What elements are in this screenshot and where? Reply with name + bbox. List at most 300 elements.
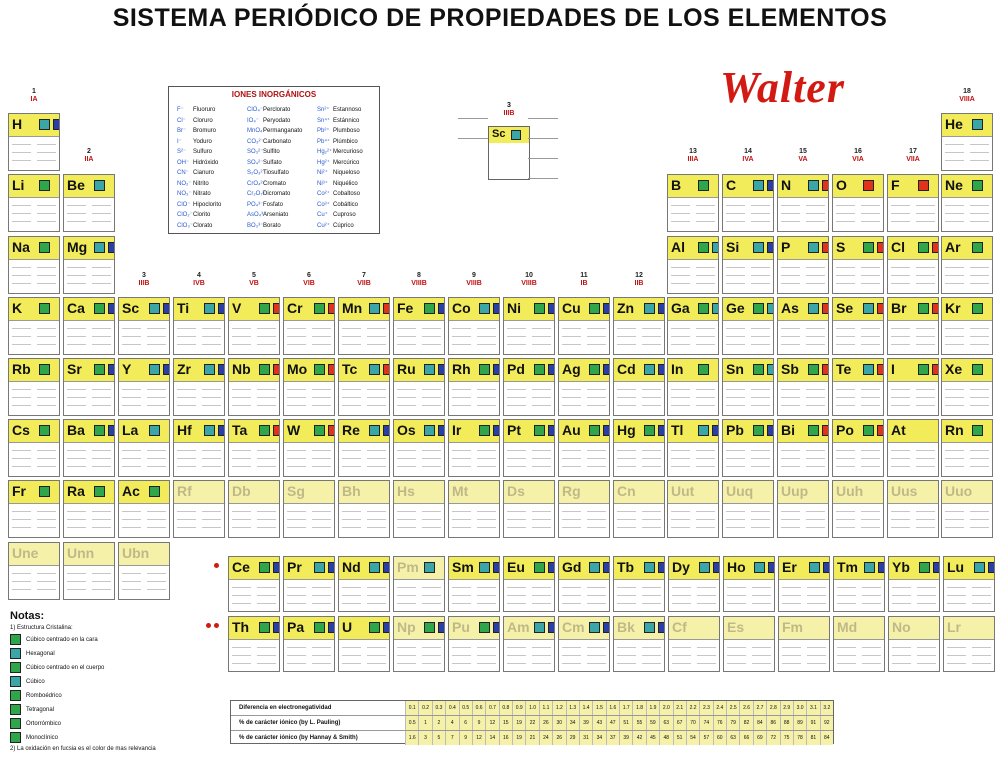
element-symbol: Ge <box>726 300 745 316</box>
property-icon <box>493 364 500 375</box>
crystal-structure-icon <box>699 562 710 573</box>
note-item <box>10 690 210 701</box>
group-roman: IIIA <box>687 156 699 163</box>
ion-formula: I⁻ <box>177 138 182 145</box>
group-header <box>947 88 987 104</box>
element-cell <box>118 480 170 538</box>
crystal-structure-icon <box>974 562 985 573</box>
property-icon <box>328 622 335 633</box>
ion-formula: NO₃⁻ <box>177 191 192 197</box>
element-cell <box>448 419 500 477</box>
crystal-structure-icon <box>534 425 545 436</box>
element-symbol: Lr <box>947 619 961 635</box>
crystal-structure-icon <box>10 732 21 743</box>
element-symbol: In <box>671 361 684 377</box>
ion-entry <box>247 221 302 232</box>
table-cell: 0.4 <box>445 701 458 715</box>
table-cell: 37 <box>606 731 619 745</box>
property-icon <box>822 303 829 314</box>
crystal-structure-icon <box>149 303 160 314</box>
note-text: Cúbico centrado en la cara <box>26 636 98 643</box>
property-icon <box>108 303 115 314</box>
brand-logo: Walter <box>720 63 845 112</box>
element-symbol: Sg <box>287 483 305 499</box>
element-cell <box>8 419 60 477</box>
property-icon <box>108 364 115 375</box>
group-roman: VIIIB <box>466 280 482 287</box>
ion-formula: Cu²⁺ <box>317 222 330 229</box>
group-number: 11 <box>580 272 588 279</box>
ion-entry <box>247 147 302 158</box>
crystal-structure-icon <box>863 364 874 375</box>
ion-name: Estánnico <box>333 117 360 124</box>
element-symbol: Mo <box>287 361 308 377</box>
element-symbol: Ubn <box>122 545 150 561</box>
crystal-structure-icon <box>259 364 270 375</box>
element-symbol: Ho <box>727 559 746 575</box>
ion-name: Dicromato <box>263 191 291 197</box>
ion-name: Fluoruro <box>193 107 216 113</box>
property-icon <box>658 562 665 573</box>
element-symbol: P <box>781 239 791 255</box>
crystal-structure-icon <box>314 364 325 375</box>
element-cell <box>943 616 995 672</box>
element-symbol: Rf <box>177 483 192 499</box>
element-cell <box>777 236 829 294</box>
notes-panel <box>10 610 210 750</box>
element-cell <box>173 419 225 477</box>
crystal-structure-icon <box>39 242 50 253</box>
element-symbol: Pu <box>452 619 470 635</box>
element-cell <box>8 480 60 538</box>
property-icon <box>878 562 885 573</box>
note-item <box>10 662 210 673</box>
crystal-structure-icon <box>39 180 50 191</box>
crystal-structure-icon <box>972 242 983 253</box>
property-icon <box>108 425 115 436</box>
property-icon <box>493 622 500 633</box>
table-cell: 45 <box>646 731 659 745</box>
element-symbol: Ag <box>562 361 581 377</box>
ion-entry <box>317 210 363 221</box>
ion-formula: S²⁻ <box>177 149 187 155</box>
property-icon <box>218 364 225 375</box>
element-cell <box>777 297 829 355</box>
group-number: 6 <box>307 272 311 279</box>
ion-formula: ClO₃⁻ <box>177 222 193 229</box>
element-cell <box>558 480 610 538</box>
crystal-structure-icon <box>479 562 490 573</box>
element-cell <box>832 174 884 232</box>
property-icon <box>328 562 335 573</box>
element-symbol: Pb <box>726 422 744 438</box>
property-icon <box>383 622 390 633</box>
element-symbol: Po <box>836 422 854 438</box>
table-cell: 2.3 <box>699 701 712 715</box>
element-cell <box>448 297 500 355</box>
ion-name: Peryodato <box>263 117 291 124</box>
element-symbol: Db <box>232 483 251 499</box>
group-roman: VIIA <box>906 156 920 163</box>
crystal-structure-icon <box>94 242 105 253</box>
element-symbol: Li <box>12 177 25 193</box>
element-cell <box>777 358 829 416</box>
note-text: Hexagonal <box>26 650 55 657</box>
table-cell: 29 <box>566 731 579 745</box>
property-icon <box>438 622 445 633</box>
table-cell: 3.0 <box>793 701 806 715</box>
property-icon <box>603 303 610 314</box>
crystal-structure-icon <box>808 425 819 436</box>
group-number: 15 <box>799 148 807 155</box>
ion-name: Hipoclorito <box>193 201 222 208</box>
group-number: 12 <box>635 272 643 279</box>
ion-name: Sulfato <box>263 159 282 166</box>
group-roman: VB <box>249 280 259 287</box>
property-icon <box>767 303 774 314</box>
element-cell <box>888 556 940 612</box>
ion-entry <box>177 210 221 221</box>
crystal-structure-icon <box>149 364 160 375</box>
element-symbol: Fr <box>12 483 26 499</box>
element-symbol: Sb <box>781 361 799 377</box>
property-icon <box>383 425 390 436</box>
crystal-structure-icon <box>369 425 380 436</box>
element-symbol: Bi <box>781 422 795 438</box>
table-cell: 1.5 <box>592 701 605 715</box>
crystal-structure-icon <box>39 364 50 375</box>
element-symbol: At <box>891 422 906 438</box>
table-cell: 1.2 <box>552 701 565 715</box>
element-symbol: Th <box>232 619 250 635</box>
element-symbol: Ac <box>122 483 140 499</box>
property-icon <box>218 425 225 436</box>
element-symbol: Es <box>727 619 745 635</box>
element-cell <box>723 616 775 672</box>
ion-entry <box>247 126 302 137</box>
table-cell: 7 <box>445 731 458 745</box>
table-cell: 39 <box>579 716 592 730</box>
crystal-structure-icon <box>424 364 435 375</box>
element-cell <box>943 556 995 612</box>
table-cell: 1.1 <box>539 701 552 715</box>
element-symbol: H <box>12 116 23 132</box>
note-text: Cúbico <box>26 678 45 685</box>
crystal-structure-icon <box>10 704 21 715</box>
element-cell <box>503 480 555 538</box>
note-item <box>10 718 210 729</box>
element-symbol: O <box>836 177 847 193</box>
table-cell: 47 <box>606 716 619 730</box>
element-symbol: Tm <box>837 559 858 575</box>
ion-name: Sulfito <box>263 149 280 155</box>
ion-formula: AsO₄³⁻ <box>247 212 267 218</box>
note-item <box>10 625 210 631</box>
property-icon <box>822 364 829 375</box>
table-cell: 12 <box>472 731 485 745</box>
element-symbol: Am <box>507 619 530 635</box>
property-icon <box>383 364 390 375</box>
element-cell <box>448 480 500 538</box>
table-cell: 0.2 <box>418 701 431 715</box>
group-number: 13 <box>689 148 697 155</box>
crystal-structure-icon <box>259 425 270 436</box>
table-cell: 72 <box>766 731 779 745</box>
element-symbol: Nb <box>232 361 251 377</box>
element-cell <box>393 297 445 355</box>
group-header <box>179 272 219 288</box>
crystal-structure-icon <box>424 425 435 436</box>
ion-formula: Sn⁴⁺ <box>317 117 331 124</box>
ion-entry <box>177 179 221 190</box>
table-cell: 3 <box>418 731 431 745</box>
property-icon <box>603 364 610 375</box>
crystal-structure-icon <box>918 303 929 314</box>
table-cell: 55 <box>632 716 645 730</box>
crystal-structure-icon <box>698 180 709 191</box>
element-cell <box>63 297 115 355</box>
element-symbol: Si <box>726 239 740 255</box>
element-cell <box>832 236 884 294</box>
crystal-structure-icon <box>863 303 874 314</box>
element-cell <box>63 419 115 477</box>
crystal-structure-icon <box>753 364 764 375</box>
ion-entry <box>317 137 363 148</box>
table-cell: 1 <box>418 716 431 730</box>
crystal-structure-icon <box>94 303 105 314</box>
crystal-structure-icon <box>534 303 545 314</box>
element-cell <box>8 236 60 294</box>
element-symbol: Ar <box>945 239 961 255</box>
ion-name: Borato <box>263 222 281 229</box>
element-cell <box>778 616 830 672</box>
crystal-structure-icon <box>644 425 655 436</box>
ion-entry <box>177 221 221 232</box>
group-header <box>14 88 54 104</box>
crystal-structure-icon <box>94 425 105 436</box>
table-cell: 0.1 <box>405 701 418 715</box>
element-cell <box>228 297 280 355</box>
legend-group-number: 3 <box>507 102 511 109</box>
table-cell: 0.5 <box>459 701 472 715</box>
element-cell <box>941 113 993 171</box>
ion-entry <box>177 168 221 179</box>
table-cell: 81 <box>806 731 819 745</box>
group-roman: IIIB <box>138 280 150 287</box>
property-icon <box>603 622 610 633</box>
ion-entry <box>177 137 221 148</box>
element-symbol: Pm <box>397 559 419 575</box>
element-cell <box>448 616 500 672</box>
ion-formula: Cl⁻ <box>177 117 186 124</box>
element-cell <box>722 419 774 477</box>
element-cell <box>832 419 884 477</box>
element-cell <box>941 236 993 294</box>
property-icon <box>493 303 500 314</box>
element-cell <box>667 236 719 294</box>
element-cell <box>283 358 335 416</box>
property-icon <box>108 242 115 253</box>
property-icon <box>163 303 170 314</box>
property-icon <box>603 425 610 436</box>
ion-entry <box>317 147 363 158</box>
crystal-structure-icon <box>204 303 215 314</box>
property-icon <box>163 364 170 375</box>
element-cell <box>228 358 280 416</box>
ion-name: Niquélico <box>333 180 358 187</box>
table-cell: 6 <box>459 716 472 730</box>
element-symbol: Cr <box>287 300 303 316</box>
crystal-structure-icon <box>808 242 819 253</box>
element-cell <box>283 616 335 672</box>
element-cell <box>338 556 390 612</box>
group-number: 4 <box>197 272 201 279</box>
crystal-structure-icon <box>369 303 380 314</box>
element-cell <box>228 419 280 477</box>
crystal-structure-icon <box>259 622 270 633</box>
ion-formula: F⁻ <box>177 107 184 113</box>
element-symbol: Sm <box>452 559 474 575</box>
ion-entry <box>177 189 221 200</box>
element-symbol: No <box>892 619 911 635</box>
property-icon <box>603 562 610 573</box>
element-cell <box>723 556 775 612</box>
element-cell <box>832 358 884 416</box>
property-icon <box>877 242 884 253</box>
element-symbol: F <box>891 177 900 193</box>
element-symbol: Gd <box>562 559 582 575</box>
ion-entry <box>247 189 302 200</box>
element-symbol: Cf <box>672 619 687 635</box>
element-symbol: Er <box>782 559 797 575</box>
property-icon <box>438 303 445 314</box>
property-icon <box>932 364 939 375</box>
element-symbol: C <box>726 177 737 193</box>
crystal-structure-icon <box>10 634 21 645</box>
element-symbol: Na <box>12 239 30 255</box>
element-symbol: Rh <box>452 361 471 377</box>
crystal-structure-icon <box>972 303 983 314</box>
group-number: 14 <box>744 148 752 155</box>
element-symbol: Nd <box>342 559 361 575</box>
ion-formula: ClO⁻ <box>177 201 191 208</box>
ion-name: Cianuro <box>193 170 215 176</box>
property-icon <box>328 425 335 436</box>
property-icon <box>658 425 665 436</box>
property-icon <box>383 303 390 314</box>
element-cell <box>832 480 884 538</box>
element-symbol: Cd <box>617 361 636 377</box>
table-cell: 2.5 <box>726 701 739 715</box>
group-roman: IVA <box>742 156 754 163</box>
property-icon <box>383 562 390 573</box>
table-cell: 51 <box>673 731 686 745</box>
element-cell <box>667 174 719 232</box>
table-cell: 19 <box>512 716 525 730</box>
element-cell <box>887 236 939 294</box>
crystal-structure-icon <box>479 425 490 436</box>
table-cell: 26 <box>539 716 552 730</box>
element-cell <box>667 480 719 538</box>
crystal-structure-icon <box>753 303 764 314</box>
element-symbol: Hf <box>177 422 192 438</box>
crystal-structure-icon <box>314 622 325 633</box>
cell-legend <box>428 88 638 208</box>
table-cell: 1.6 <box>606 701 619 715</box>
group-header <box>124 272 164 288</box>
ion-formula: Co³⁺ <box>317 201 330 208</box>
table-cell: 59 <box>646 716 659 730</box>
ion-entry <box>177 158 221 169</box>
property-icon <box>273 364 280 375</box>
table-cell: 2.7 <box>753 701 766 715</box>
actinide-marker <box>214 623 219 628</box>
element-cell <box>667 297 719 355</box>
property-icon <box>877 364 884 375</box>
property-icon <box>713 562 720 573</box>
crystal-structure-icon <box>972 364 983 375</box>
property-icon <box>932 303 939 314</box>
crystal-structure-icon <box>589 622 600 633</box>
element-symbol: Ni <box>507 300 521 316</box>
crystal-structure-icon <box>10 718 21 729</box>
property-icon <box>493 562 500 573</box>
group-header <box>838 148 878 164</box>
crystal-structure-icon <box>369 562 380 573</box>
group-header <box>893 148 933 164</box>
element-cell <box>777 174 829 232</box>
page-title: SISTEMA PERIÓDICO DE PROPIEDADES DE LOS ELEMENTOS <box>112 4 888 32</box>
table-cell: 3.1 <box>806 701 819 715</box>
group-header <box>619 272 659 288</box>
note-text: Tetragonal <box>26 706 55 713</box>
table-cell: 39 <box>619 731 632 745</box>
crystal-structure-icon <box>919 562 930 573</box>
table-cell: 4 <box>445 716 458 730</box>
notes-title: Notas: <box>10 610 45 622</box>
crystal-structure-icon <box>39 425 50 436</box>
legend-symbol: Sc <box>492 128 506 140</box>
property-icon <box>548 364 555 375</box>
table-cell: 1.6 <box>405 731 418 745</box>
group-header <box>728 148 768 164</box>
group-roman: IIB <box>634 280 644 287</box>
element-symbol: Y <box>122 361 132 377</box>
crystal-structure-icon <box>424 622 435 633</box>
ion-entry <box>177 126 221 137</box>
property-icon <box>438 425 445 436</box>
ion-name: Carbonato <box>263 138 292 145</box>
element-cell <box>777 480 829 538</box>
element-cell <box>613 358 665 416</box>
crystal-structure-icon <box>754 562 765 573</box>
element-symbol: Al <box>671 239 685 255</box>
element-cell <box>503 616 555 672</box>
element-symbol: Rn <box>945 422 964 438</box>
element-cell <box>63 358 115 416</box>
table-cell: 2.6 <box>739 701 752 715</box>
table-cell: 16 <box>499 731 512 745</box>
element-cell <box>832 297 884 355</box>
crystal-structure-icon <box>809 562 820 573</box>
crystal-structure-icon <box>534 622 545 633</box>
element-cell <box>118 358 170 416</box>
table-cell: 66 <box>739 731 752 745</box>
element-symbol: Eu <box>507 559 525 575</box>
property-icon <box>658 364 665 375</box>
crystal-structure-icon <box>698 425 709 436</box>
crystal-structure-icon <box>972 119 983 130</box>
